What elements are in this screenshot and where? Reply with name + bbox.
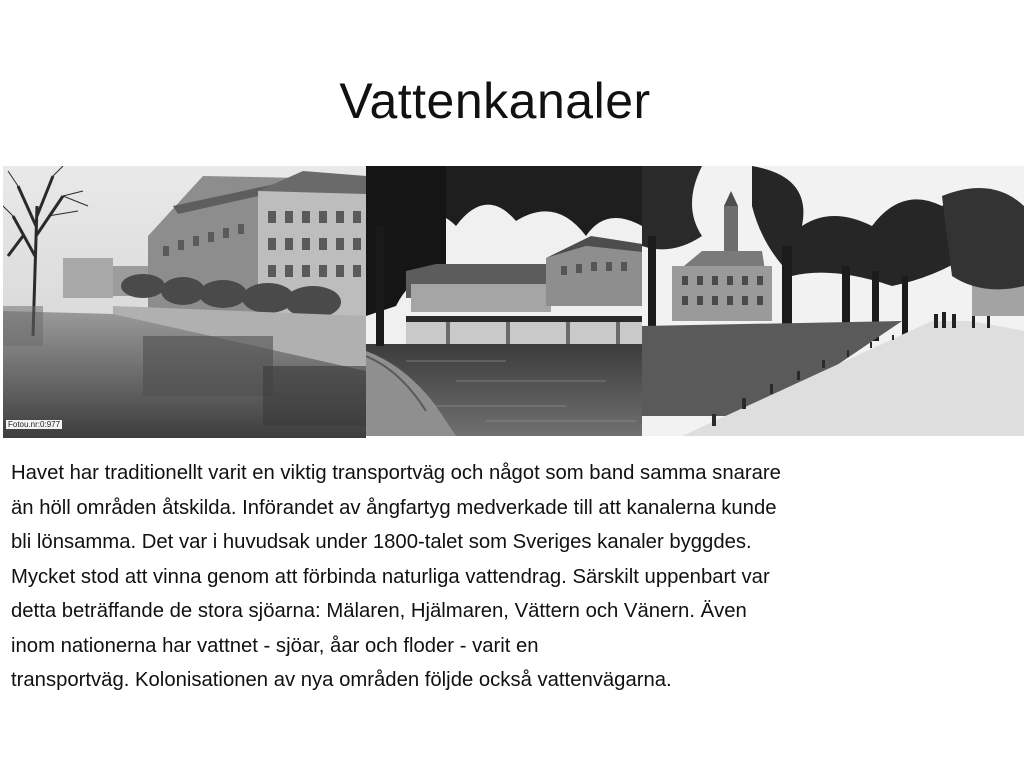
body-line: detta beträffande de stora sjöarna: Mälaren, Hjälmaren, Vättern och Vänern. Även: [11, 600, 747, 622]
body-line: inom nationerna har vattnet - sjöar, åar och floder - varit en: [11, 634, 539, 657]
photo-strip: [0, 166, 1024, 438]
body-line: bli lönsamma. Det var i huvudsak under 1800-talet som Sveriges kanaler byggdes.: [11, 531, 752, 553]
body-line: än höll områden åtskilda. Införandet av ångfartyg medverkade till att kanalerna kunde: [11, 496, 777, 519]
body-line: Havet har traditionellt varit en viktig transportväg och något som band samma snarare: [11, 462, 781, 484]
photo-canal-buildings-image: [3, 166, 366, 438]
slide-title: Vattenkanaler: [339, 73, 651, 129]
photo-river-weir: [366, 166, 642, 436]
photo-river-weir-image: [366, 166, 642, 436]
photo-promenade-tower: [642, 166, 1024, 436]
photo-promenade-tower-image: [642, 166, 1024, 436]
body-paragraph: [11, 456, 1015, 698]
photo-canal-buildings: [3, 166, 366, 438]
body-line: transportväg. Kolonisationen av nya områden följde också vattenvägarna.: [11, 669, 672, 691]
body-line: Mycket stod att vinna genom att förbinda naturliga vattendrag. Särskilt uppenbart var: [11, 565, 770, 588]
photo-caption: Fotou.nr:0:977: [8, 420, 61, 429]
